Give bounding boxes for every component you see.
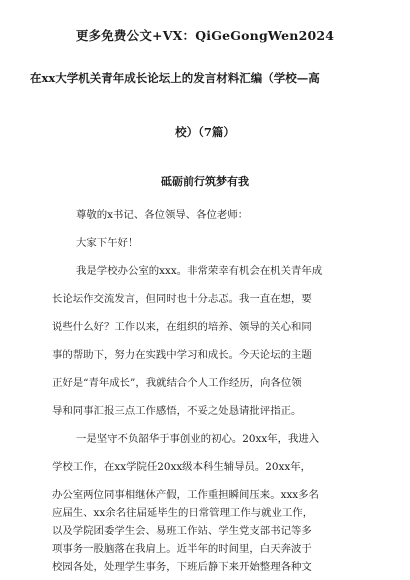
greeting: 大家下午好！ bbox=[76, 237, 139, 249]
body-line: 一是坚守不负韶华于事创业的初心。20xx年，我进入 bbox=[76, 433, 320, 445]
body-line: 以及学院团委学生会、易班工作站、学生党支部书记等多 bbox=[52, 525, 312, 537]
body-line: 说些什么好？工作以来，在组织的培养、领导的关心和同 bbox=[52, 321, 312, 333]
body-line: 办公室两位同事相继休产假，工作重担瞬间压来。xxx多名 bbox=[52, 489, 319, 501]
body-line: 长论坛作交流发言，但同时也十分忐忑。我一直在想，要 bbox=[52, 293, 312, 305]
body-line: 校园各处，处理学生事务，下班后静下来开始整理各种文 bbox=[52, 561, 312, 573]
body-line: 事的帮助下，努力在实践中学习和成长。今天论坛的主题 bbox=[52, 349, 312, 361]
body-line: 应届生、xx余名往届延毕生的日常管理工作与就业工作， bbox=[52, 507, 314, 519]
salutation: 尊敬的x书记、各位领导、各位老师： bbox=[76, 209, 249, 221]
speech-subtitle: 砥砺前行筑梦有我 bbox=[161, 175, 249, 188]
body-line: 正好是“青年成长”，我就结合个人工作经历，向各位领 bbox=[52, 377, 302, 389]
promo-header: 更多免费公文+VX：QiGeGongWen2024 bbox=[75, 28, 335, 43]
body-line: 我是学校办公室的xxx。非常荣幸有机会在机关青年成 bbox=[76, 265, 323, 277]
body-line: 项事务一股脑落在我肩上。近半年的时间里，白天奔波于 bbox=[52, 543, 312, 555]
document-title-line-2: 校）（7篇） bbox=[175, 125, 235, 139]
body-line: 导和同事汇报三点工作感悟，不妥之处恳请批评指正。 bbox=[52, 405, 302, 417]
body-line: 学校工作，在xx学院任20xx级本科生辅导员。20xx年， bbox=[52, 461, 312, 473]
document-title-line-1: 在xx大学机关青年成长论坛上的发言材料汇编（学校—高 bbox=[30, 71, 320, 85]
